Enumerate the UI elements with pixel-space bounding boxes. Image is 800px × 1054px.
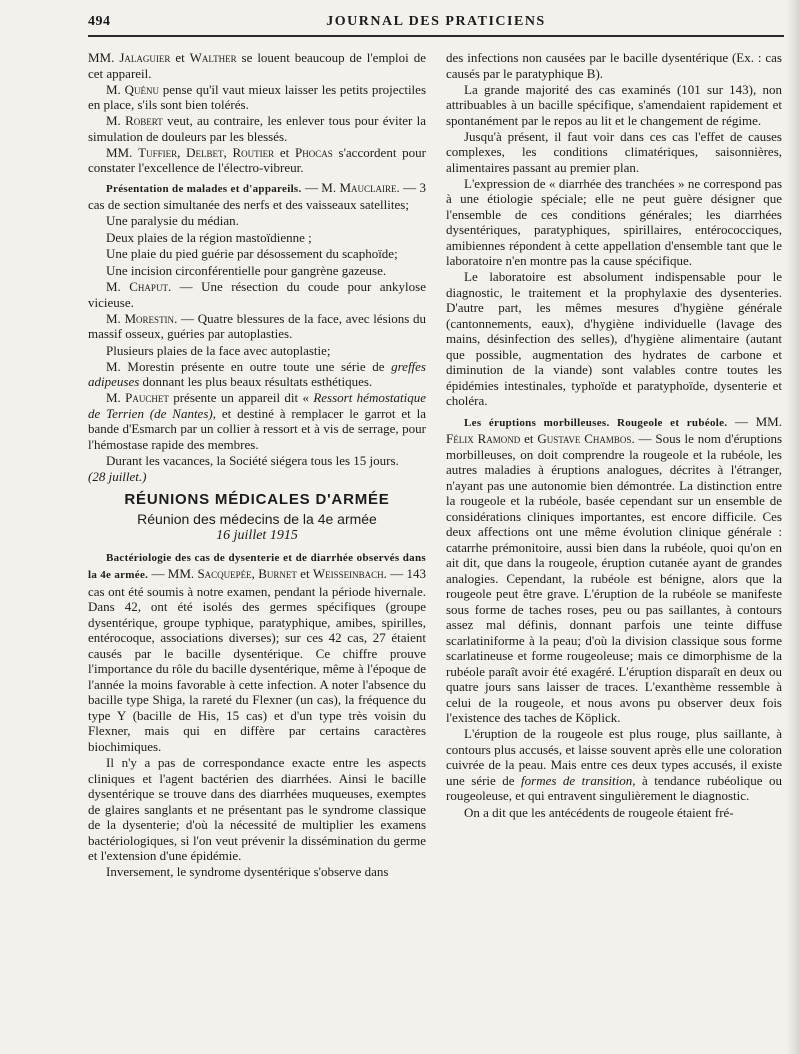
paragraph: MM. Jalaguier et Walther se louent beaucoup de l'emploi de cet appareil.	[88, 50, 426, 81]
run-in-heading: Présentation de malades et d'appareils.	[106, 182, 302, 195]
paragraph: Durant les vacances, la Société siégera tous les 15 jours.	[106, 452, 399, 468]
paragraph: M. Chaput. — Une résection du coude pour ankylose vicieuse.	[88, 279, 426, 310]
paragraph: M. Morestin présente en outre toute une série de greffes adipeuses donnant les plus beaux résultats esthétiques.	[88, 358, 426, 390]
paragraph: M. Quénu pense qu'il vaut mieux laisser les petits projectiles en place, s'ils sont bien tolérés.	[88, 81, 426, 113]
paragraph: Le laboratoire est absolument indispensable pour le diagnostic, le traitement et la prophylaxie des dysenteries. D'autre part, les mêmes mesures d'hygiène générale (cantonnements, eaux), d'hygiène individuelle (lavage des mains, désinfection des selles), d'hygiène alimentaire (autant que possible, augmentation des hydrates de carbone et diminution de la viande) sont valables contre toutes les épidémies intestinales, typhoïde et paratyphoïde, dysenterie et choléra.	[446, 269, 782, 409]
page-number: 494	[88, 14, 111, 29]
paragraph: Jusqu'à présent, il faut voir dans ces cas l'effet de causes complexes, les conditions climatériques, saisonnières, alimentaires passant au premier plan.	[446, 128, 782, 175]
section-subtitle: Réunion des médecins de la 4e armée	[137, 510, 377, 527]
date-note: (28 juillet.)	[88, 468, 147, 484]
paragraph: M. Pauchet présente un appareil dit « Ressort hémostatique de Terrien (de Nantes), et destiné à remplacer le garrot et la bande d'Esmarch par un collier à ressort et à vis de serrage, pour l'hémostase rapide des membres.	[88, 390, 426, 452]
paragraph: des infections non causées par le bacille dysentérique (Ex. : cas causés par le paratyphique B).	[446, 50, 782, 81]
paragraph: Inversement, le syndrome dysentérique s'observe dans	[106, 864, 389, 880]
left-column	[88, 50, 426, 880]
page-edge-shadow	[786, 0, 800, 1054]
running-head: JOURNAL DES PRATICIENS	[326, 14, 546, 29]
list-item: Une plaie du pied guérie par désossement du scaphoïde;	[106, 246, 398, 262]
section-title: RÉUNIONS MÉDICALES D'ARMÉE	[124, 491, 390, 509]
right-column	[446, 50, 782, 821]
paragraph: La grande majorité des cas examinés (101 sur 143), non attribuables à un bacille spécifique, s'amendaient rapidement et spontanément par le repos au lit et le changement de régime.	[446, 81, 782, 128]
paragraph: Plusieurs plaies de la face avec autoplastie;	[106, 342, 331, 358]
paragraph: M. Morestin. — Quatre blessures de la face, avec lésions du massif osseux, guéries par autoplasties.	[88, 310, 426, 342]
paragraph: Il n'y a pas de correspondance exacte entre les aspects cliniques et l'agent bactérien des diarrhées. Ainsi le bacille dysentérique se trouve dans des diarrhées muqueuses, exemptes de glaires sanglants et ne présentant pas le syndrome classique de la dysenterie; d'où la nécessité de multiplier les examens bactériologiques, si l'on veut prévenir la dissémination du germe et l'extension d'une épidémie.	[88, 755, 426, 864]
paragraph: L'éruption de la rougeole est plus rouge, plus saillante, à contours plus accusés, et laisse souvent après elle une coloration cuivrée de la peau. Mais entre ces deux types accusés, il existe une série de formes de transition, à tendance rubéolique ou rougeoleuse, et qui entravent singulièrement le diagnostic.	[446, 726, 782, 804]
paragraph: Les éruptions morbilleuses. Rougeole et rubéole. — MM. Félix Ramond et Gustave Chambos. — Sous le nom d'éruptions morbilleuses, on doit comprendre la rougeole et la rubéole, les autres maladies à éruptions analogues, décrites à l'étranger, n'ayant pas une autonomie bien démontrée. La distinction entre la rougeole et la rubéole, basée cependant sur un ensemble de considérations cliniques importantes, est encore difficile. Ces deux affections ont une même évolution clinique générale : catarrhe prémonitoire, aussi bien dans la rubéole, quoi qu'on en ait dit, que dans la rougeole, éruption cutanée ayant de grandes analogies. Cependant, la rubéole est bénigne, alors que la rougeole peut être grave. L'éruption de la rubéole se manifeste sous forme de taches roses, peu ou pas saillantes, à contours assez mal définis, donnant parfois une teinte diffuse scarlatiniforme à la peau; d'où la division classique sous forme scarlatineuse et forme rougeoleuse; mais ce dimorphisme de la rubéole paraît avoir été exagéré. L'éruption disparaît en deux ou quatre jours sans laisser de traces. L'exanthème ressemble à celui de la rougeole, et nous avons pu observer deux fois l'existence des taches de Köplick.	[446, 413, 782, 726]
section-date: 16 juillet 1915	[216, 528, 298, 544]
list-item: Une paralysie du médian.	[106, 213, 239, 229]
run-in-heading: Bactériologie des cas de dysenterie et de diarrhée observés dans la 4e armée.	[88, 551, 426, 582]
paragraph: On a dit que les antécédents de rougeole étaient fré-	[464, 804, 734, 820]
header-rule	[88, 35, 784, 37]
paragraph: M. Robert veut, au contraire, les enlever tous pour éviter la simulation de douleurs par les blessés.	[88, 113, 427, 144]
list-item: Une incision circonférentielle pour gangrène gazeuse.	[106, 262, 387, 278]
paragraph: MM. Tuffier, Delbet, Routier et Phocas s'accordent pour constater l'excellence de l'électro-vibreur.	[88, 144, 427, 176]
paragraph: Présentation de malades et d'appareils. — M. Mauclaire. — 3 cas de section simultanée des nerfs et des vaisseaux satellites;	[88, 179, 426, 213]
run-in-heading: Les éruptions morbilleuses. Rougeole et rubéole.	[464, 416, 728, 429]
paragraph: L'expression de « diarrhée des tranchées » ne correspond pas à une étiologie spéciale; elle ne peut guère désigner que l'ensemble de ces conditions générales; les diarrhées dysentériques, paratyphiques, spirillaires, entérococciques, amibiennes répondent à cette appellation d'ensemble tant que le laboratoire n'en montre pas la cause spécifique.	[446, 175, 782, 269]
paragraph: Bactériologie des cas de dysenterie et de diarrhée observés dans la 4e armée. — MM. Sacquepée, Burnet et Weisseinbach. — 143 cas ont été soumis à notre examen, pendant la période hivernale. Dans 42, ont été isolés des germes spécifiques (groupe dysentérique, groupe typhique, paratyphique, amibes, spirilles, entérocoque, associations diverses); sur ces 42 cas, 27 étaient causés par le bacille dysentérique. Ce chiffre prouve l'importance du rôle du bacille dysentérique, même à l'époque de l'année la moins favorable à cette infection. A noter l'absence du bacille type Shiga, la rareté du Flexner (un cas), la fréquence du type Y (bacille de His, 15 cas) et d'un type très voisin du Flexner, mais qui en diffère par certains caractères biochimiques.	[88, 551, 426, 754]
list-item: Deux plaies de la région mastoïdienne ;	[106, 229, 312, 245]
